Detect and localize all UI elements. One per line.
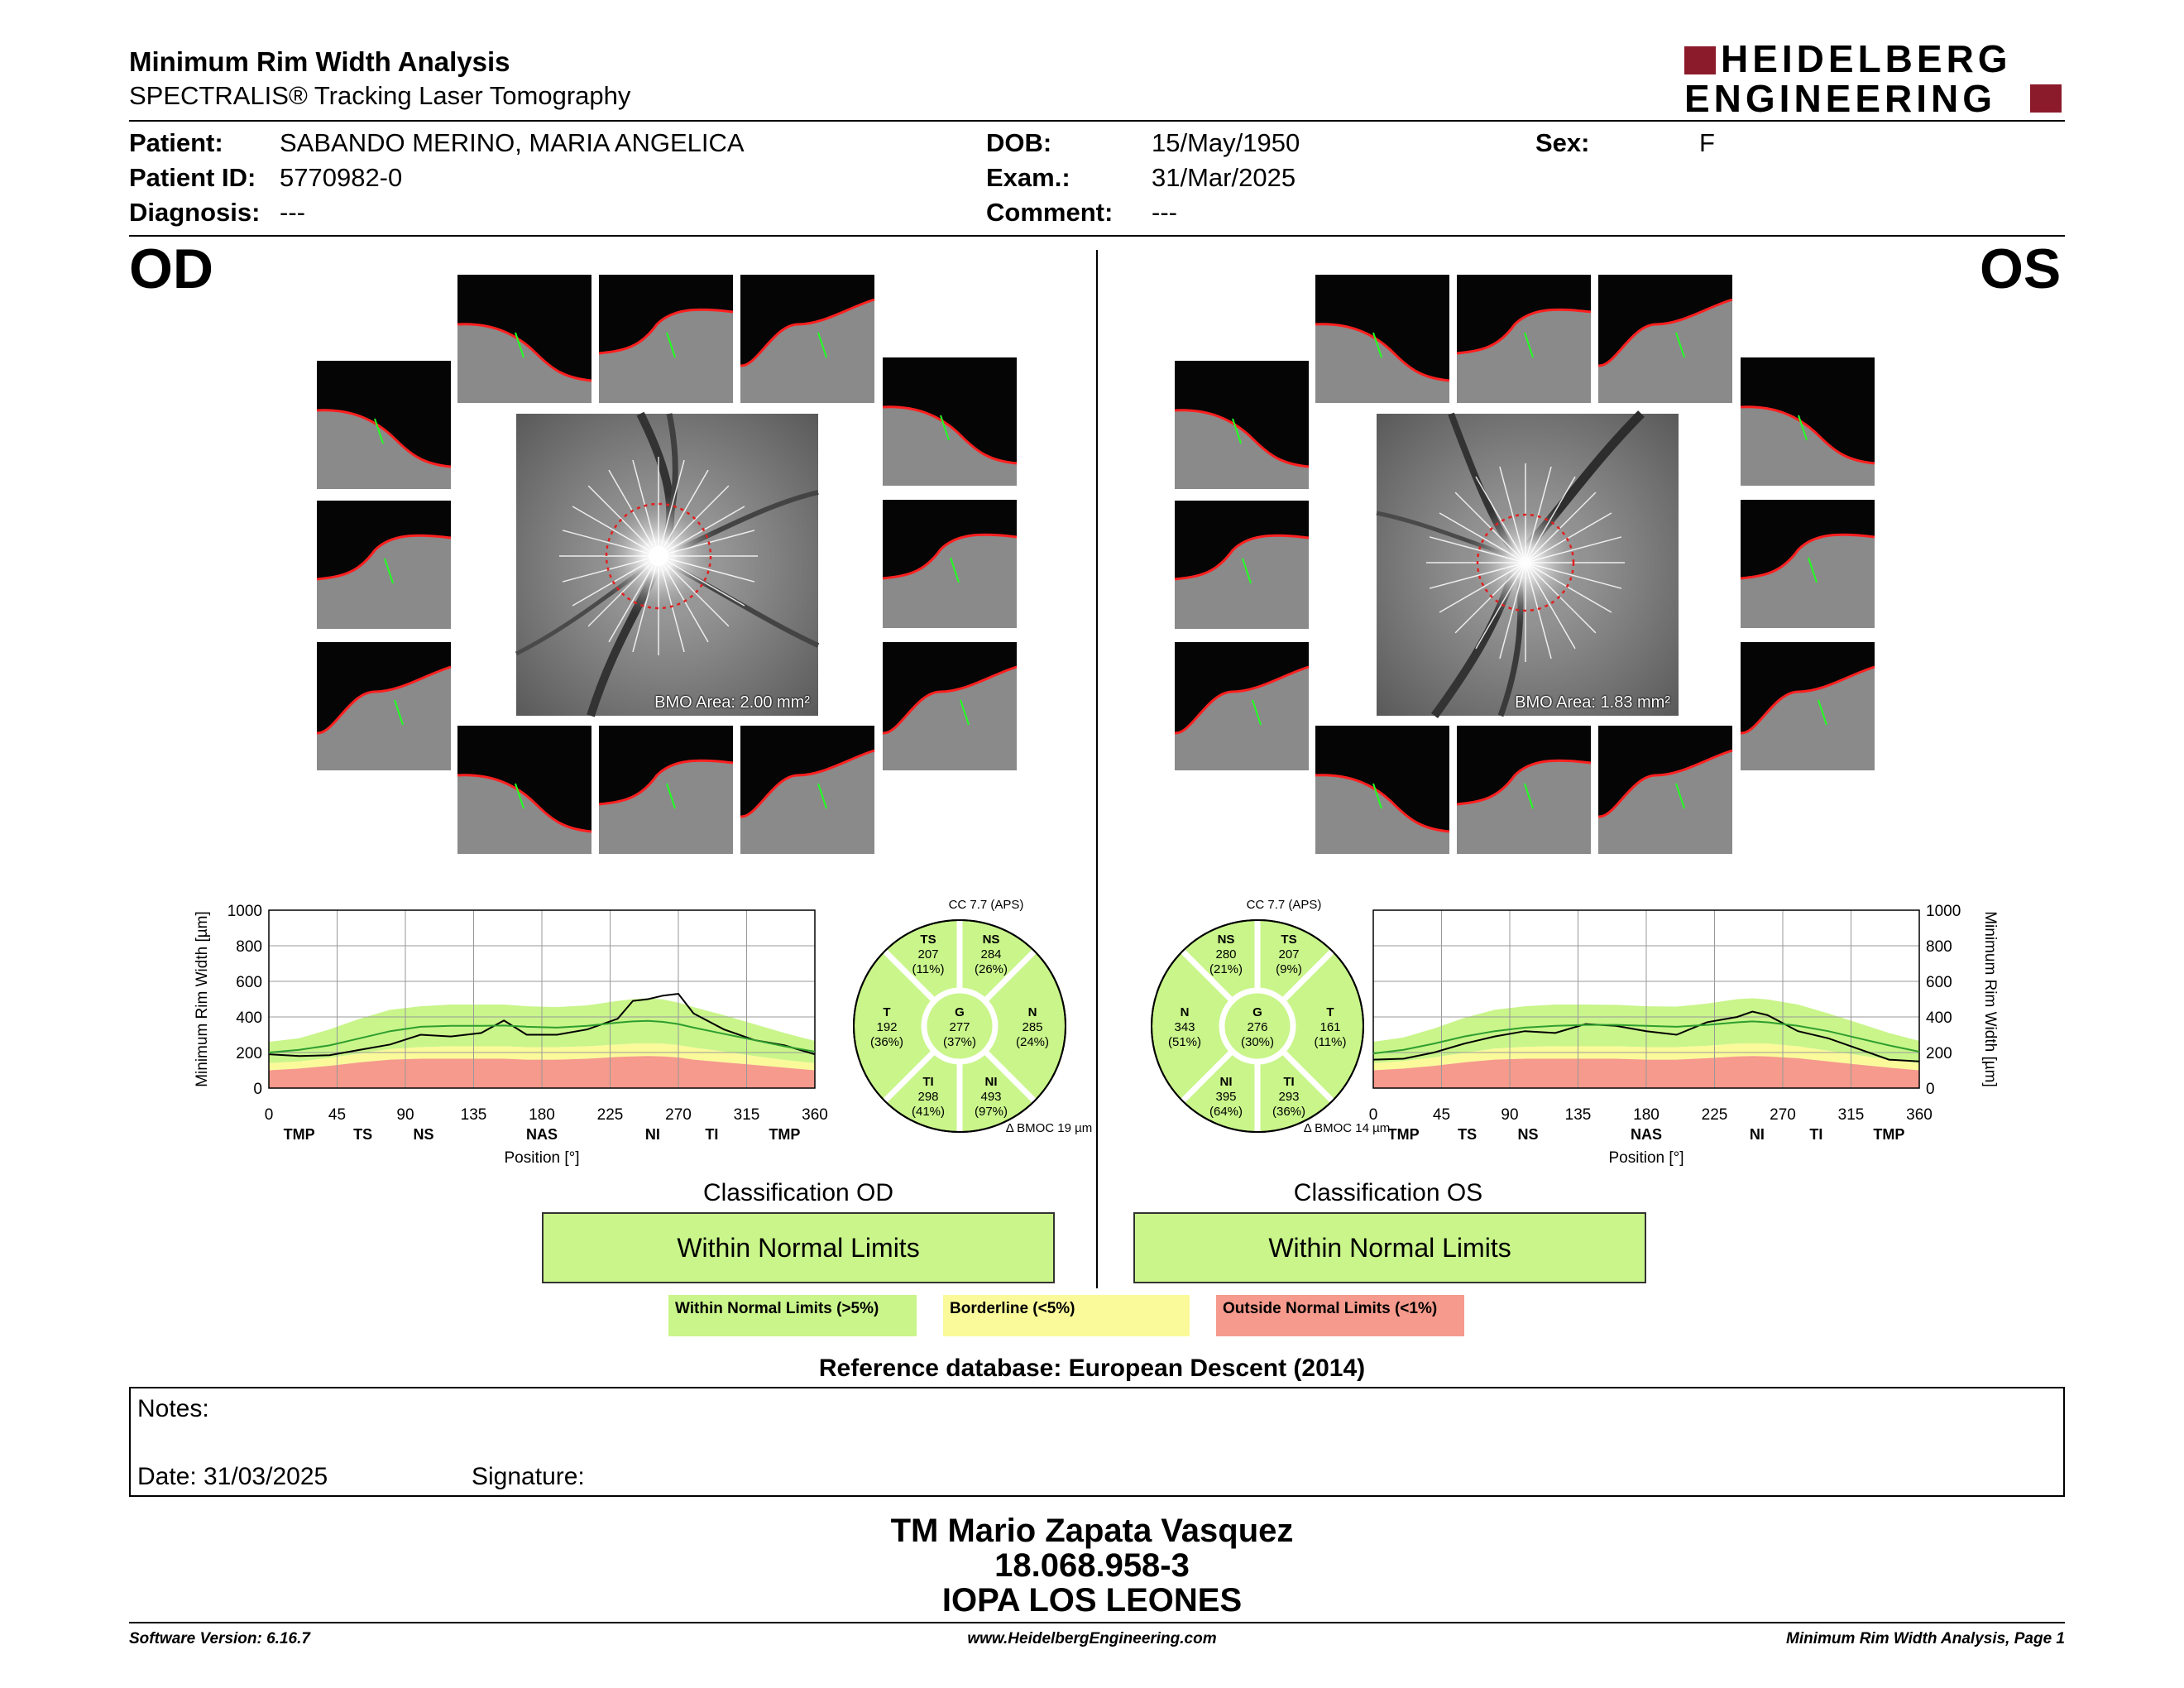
x-tick-label: 225 (596, 1106, 624, 1124)
sector-label: NI (644, 1126, 660, 1143)
cc-label: CC 7.7 (APS) (1246, 898, 1322, 912)
oct-scan-thumbnail (317, 642, 451, 770)
x-axis-label: Position [°] (1608, 1149, 1684, 1167)
oct-scan-thumbnail (1315, 726, 1449, 854)
logo-line1: HEIDELBERG (1721, 37, 2012, 80)
sector-label: NS (413, 1126, 434, 1143)
diagnosis-value: --- (280, 198, 305, 227)
x-tick-label: 360 (1906, 1106, 1933, 1124)
oct-scan-thumbnail (883, 500, 1017, 628)
oct-scan-thumbnail (1741, 500, 1875, 628)
x-tick-label: 45 (1432, 1106, 1451, 1124)
sector-id: TI (922, 1075, 934, 1089)
website: www.HeidelbergEngineering.com (967, 1630, 1217, 1647)
sector-id: TI (1283, 1075, 1295, 1089)
logo-line2: ENGINEERING (1684, 77, 1997, 120)
legend-normal: Within Normal Limits (>5%) (668, 1295, 917, 1336)
sector-label: NAS (525, 1126, 558, 1143)
sector-percent: (30%) (1240, 1035, 1275, 1049)
sector-value: 285 (1022, 1020, 1043, 1034)
sex-value: F (1699, 128, 1715, 157)
oct-scan-thumbnail (457, 275, 592, 403)
x-tick-label: 270 (1770, 1106, 1796, 1124)
sector-label: NAS (1630, 1126, 1663, 1143)
y-tick-label: 800 (1926, 938, 1952, 956)
sector-label: TS (1458, 1126, 1478, 1143)
sector-value: 343 (1174, 1020, 1195, 1034)
x-tick-label: 0 (1368, 1106, 1378, 1124)
od-bmo-area: BMO Area: 2.00 mm² (654, 693, 810, 712)
sector-label: TI (705, 1126, 719, 1143)
sector-percent: (36%) (869, 1035, 904, 1049)
sector-percent: (64%) (1209, 1105, 1243, 1119)
patient-id-label: Patient ID: (129, 163, 256, 192)
os-classification-title: Classification OS (1293, 1179, 1483, 1206)
oct-scan-thumbnail (883, 357, 1017, 486)
oct-scan-thumbnail (740, 726, 874, 854)
y-axis-label: Minimum Rim Width [µm] (194, 911, 211, 1087)
sector-label: NI (1749, 1126, 1765, 1143)
sector-percent: (21%) (1209, 962, 1243, 976)
oct-scan-thumbnail (317, 501, 451, 629)
sector-value: 192 (876, 1020, 898, 1034)
sex-label: Sex: (1535, 128, 1590, 157)
sector-label: TMP (1387, 1126, 1420, 1143)
os-bmo-area: BMO Area: 1.83 mm² (1515, 693, 1670, 712)
oct-scan-thumbnail (1175, 642, 1309, 770)
oct-scan-thumbnail (883, 642, 1017, 770)
dob-value: 15/May/1950 (1152, 128, 1300, 157)
oct-scan-thumbnail (1175, 501, 1309, 629)
sector-percent: (41%) (911, 1105, 946, 1119)
sector-value: 493 (980, 1090, 1002, 1104)
sector-id: N (1180, 1005, 1190, 1019)
os-fundus-image (1377, 414, 1679, 716)
x-tick-label: 180 (529, 1106, 555, 1124)
cc-label: CC 7.7 (APS) (948, 898, 1024, 912)
sector-id: G (1252, 1005, 1262, 1019)
software-version: Software Version: 6.16.7 (129, 1630, 310, 1647)
sector-id: T (883, 1005, 891, 1019)
reference-database: Reference database: European Descent (2014) (818, 1355, 1366, 1382)
page-label: Minimum Rim Width Analysis, Page 1 (1786, 1630, 2065, 1647)
diagnosis-label: Diagnosis: (129, 198, 261, 227)
signatory-name: TM Mario Zapata Vasquez (890, 1513, 1294, 1549)
sector-id: TS (920, 933, 936, 947)
sector-value: 284 (980, 947, 1002, 961)
sector-percent: (11%) (1314, 1035, 1347, 1049)
x-axis-label: Position [°] (504, 1149, 580, 1167)
sector-percent: (11%) (912, 962, 945, 976)
y-tick-label: 200 (1926, 1045, 1952, 1062)
os-classification-box: Within Normal Limits (1133, 1212, 1646, 1283)
oct-scan-thumbnail (599, 275, 733, 403)
sector-id: NS (982, 933, 1000, 947)
od-fundus-image (516, 414, 818, 716)
sector-percent: (37%) (942, 1035, 977, 1049)
bmoc-label: Δ BMOC 14 µm (1303, 1121, 1391, 1135)
sector-value: 207 (917, 947, 939, 961)
x-tick-label: 270 (665, 1106, 692, 1124)
oct-scan-thumbnail (1598, 726, 1732, 854)
x-tick-label: 0 (264, 1106, 274, 1124)
oct-scan-thumbnail (1175, 361, 1309, 489)
y-tick-label: 0 (1926, 1081, 1935, 1098)
sector-percent: (9%) (1276, 962, 1302, 976)
sector-id: G (955, 1005, 965, 1019)
oct-scan-thumbnail (740, 275, 874, 403)
sector-value: 298 (917, 1090, 939, 1104)
x-tick-label: 135 (1564, 1106, 1592, 1124)
exam-value: 31/Mar/2025 (1152, 163, 1296, 192)
date-label: Date: 31/03/2025 (137, 1463, 328, 1490)
sector-label: TS (353, 1126, 373, 1143)
bmoc-label: Δ BMOC 19 µm (1005, 1121, 1093, 1135)
notes-label: Notes: (137, 1395, 209, 1422)
report-subtitle: SPECTRALIS® Tracking Laser Tomography (129, 81, 631, 110)
sector-value: 277 (949, 1020, 970, 1034)
sector-label: NS (1517, 1126, 1539, 1143)
sector-id: NI (1219, 1075, 1233, 1089)
signature-label: Signature: (472, 1463, 585, 1490)
sector-id: T (1326, 1005, 1334, 1019)
sector-percent: (24%) (1015, 1035, 1050, 1049)
signatory-org: IOPA LOS LEONES (941, 1582, 1243, 1618)
oct-scan-thumbnail (599, 726, 733, 854)
y-tick-label: 600 (1926, 974, 1952, 991)
oct-scan-thumbnail (457, 726, 592, 854)
sector-value: 161 (1320, 1020, 1341, 1034)
sector-percent: (97%) (974, 1105, 1008, 1119)
y-tick-label: 400 (1926, 1009, 1952, 1027)
os-sector-chart (1133, 894, 1391, 1135)
oct-scan-thumbnail (1741, 642, 1875, 770)
od-mrw-chart (190, 898, 836, 1179)
x-tick-label: 225 (1701, 1106, 1728, 1124)
os-eye-label: OS (1980, 237, 2062, 300)
sector-value: 276 (1247, 1020, 1268, 1034)
sector-value: 207 (1278, 947, 1300, 961)
legend-outside: Outside Normal Limits (<1%) (1216, 1295, 1464, 1336)
patient-name: SABANDO MERINO, MARIA ANGELICA (280, 128, 745, 157)
y-tick-label: 600 (236, 974, 262, 991)
od-sector-chart (836, 894, 1093, 1135)
sector-percent: (36%) (1272, 1105, 1306, 1119)
y-tick-label: 0 (253, 1081, 262, 1098)
y-tick-label: 1000 (1926, 903, 1961, 920)
oct-scan-thumbnail (1315, 275, 1449, 403)
od-classification-title: Classification OD (702, 1179, 894, 1206)
comment-label: Comment: (986, 198, 1114, 227)
sector-label: TMP (769, 1126, 801, 1143)
x-tick-label: 315 (1837, 1106, 1865, 1124)
od-classification-box: Within Normal Limits (542, 1212, 1055, 1283)
patient-label: Patient: (129, 128, 223, 157)
exam-label: Exam.: (986, 163, 1070, 192)
heidelberg-logo (1684, 37, 2065, 120)
sector-label: TMP (283, 1126, 315, 1143)
x-tick-label: 45 (328, 1106, 347, 1124)
y-tick-label: 400 (236, 1009, 262, 1027)
sector-value: 293 (1278, 1090, 1300, 1104)
oct-scan-thumbnail (317, 361, 451, 489)
sector-id: TS (1281, 933, 1297, 947)
x-tick-label: 90 (1501, 1106, 1519, 1124)
x-tick-label: 180 (1633, 1106, 1660, 1124)
oct-scan-thumbnail (1598, 275, 1732, 403)
dob-label: DOB: (986, 128, 1052, 157)
sector-id: N (1027, 1005, 1037, 1019)
legend-borderline: Borderline (<5%) (943, 1295, 1190, 1336)
oct-scan-thumbnail (1457, 275, 1591, 403)
y-tick-label: 200 (236, 1045, 262, 1062)
x-tick-label: 135 (460, 1106, 487, 1124)
y-axis-label: Minimum Rim Width [µm] (1981, 911, 1999, 1087)
sector-id: NS (1217, 933, 1235, 947)
sector-value: 280 (1215, 947, 1237, 961)
y-tick-label: 1000 (227, 903, 262, 920)
sector-id: NI (984, 1075, 998, 1089)
os-mrw-chart (1357, 898, 2002, 1179)
sector-label: TI (1809, 1126, 1823, 1143)
x-tick-label: 315 (733, 1106, 760, 1124)
od-eye-label: OD (129, 237, 213, 300)
sector-value: 395 (1215, 1090, 1237, 1104)
sector-percent: (26%) (974, 962, 1008, 976)
x-tick-label: 360 (802, 1106, 828, 1124)
x-tick-label: 90 (396, 1106, 414, 1124)
oct-scan-thumbnail (1741, 357, 1875, 486)
comment-value: --- (1152, 198, 1177, 227)
y-tick-label: 800 (236, 938, 262, 956)
sector-label: TMP (1873, 1126, 1905, 1143)
signatory-id: 18.068.958-3 (994, 1547, 1190, 1584)
notes-box (129, 1387, 2065, 1497)
oct-scan-thumbnail (1457, 726, 1591, 854)
sector-percent: (51%) (1167, 1035, 1202, 1049)
report-title: Minimum Rim Width Analysis (129, 46, 510, 77)
patient-id: 5770982-0 (280, 163, 403, 192)
